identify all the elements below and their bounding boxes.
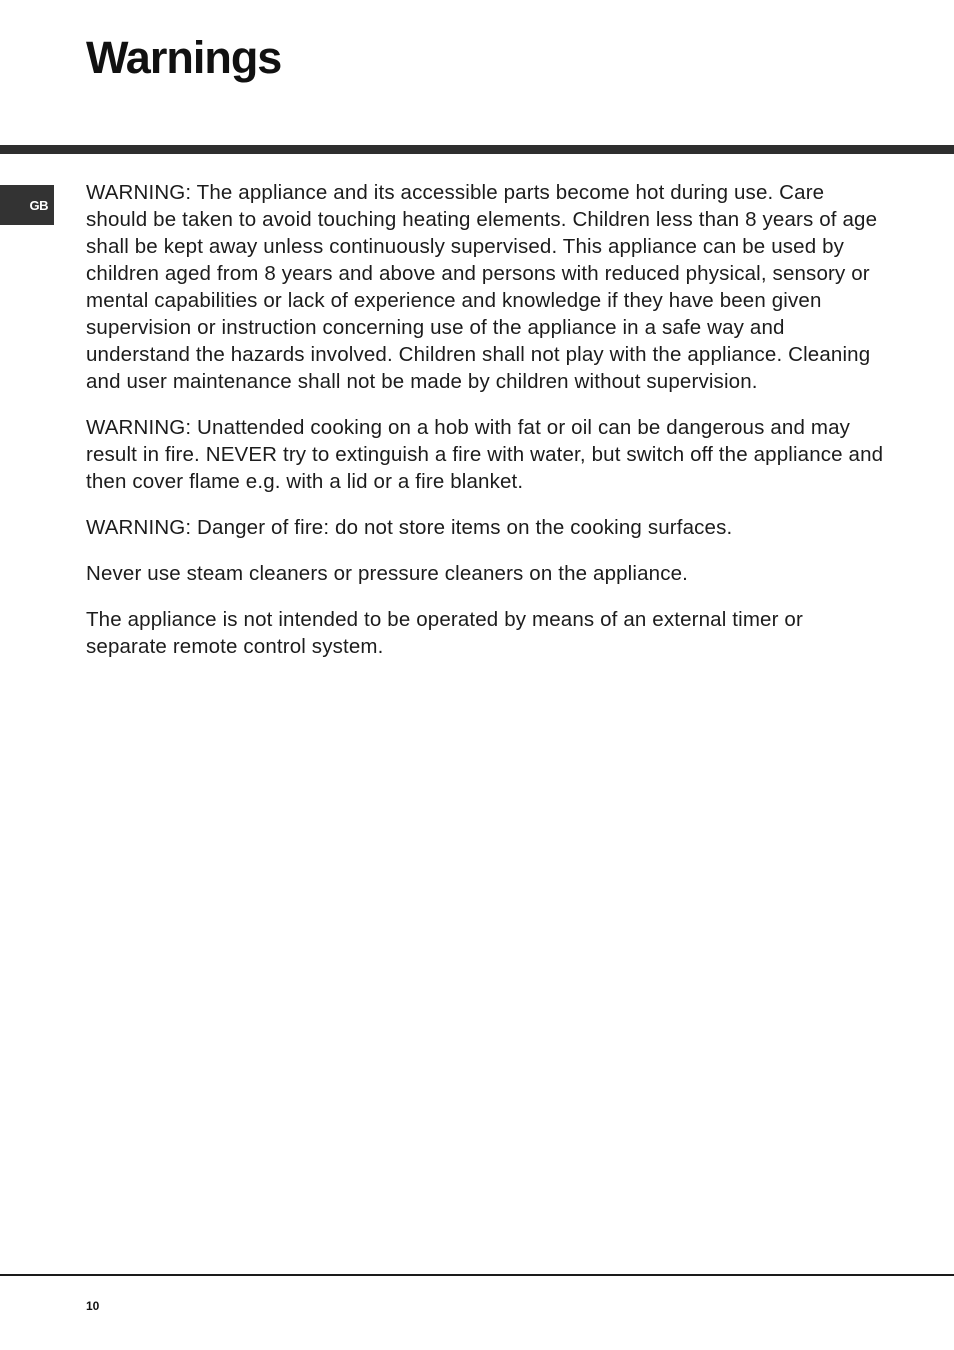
language-tab-label: GB	[29, 197, 48, 213]
footer-divider	[0, 1274, 954, 1276]
warnings-body	[86, 179, 886, 679]
warning-paragraph-hot-parts: WARNING: The appliance and its accessible parts become hot during use. Care should be taken to avoid touching heating elements. Children less than 8 years of age shall be kept away unless continuously supervised. This appliance can be used by children aged from 8 years and above and persons with reduced physical, sensory or mental capabilities or lack of experience and knowledge if they have been given supervision or instruction concerning use of the appliance in a safe way and understand the hazards involved. Children shall not play with the appliance. Cleaning and user maintenance shall not be made by children without supervision.	[86, 181, 878, 393]
warning-paragraph-unattended-cooking: WARNING: Unattended cooking on a hob with fat or oil can be dangerous and may result in fire. NEVER try to extinguish a fire with water, but switch off the appliance and then cover flame e.g. with a lid or a fire blanket.	[86, 416, 884, 493]
page-title: Warnings	[86, 32, 282, 83]
paragraph-external-timer: The appliance is not intended to be operated by means of an external timer or separate remote control system.	[86, 608, 803, 658]
page-number: 10	[86, 1299, 100, 1313]
header-divider	[0, 145, 954, 154]
paragraph-steam-cleaners: Never use steam cleaners or pressure cleaners on the appliance.	[86, 562, 688, 585]
language-tab	[0, 185, 54, 225]
warning-paragraph-fire-danger: WARNING: Danger of fire: do not store items on the cooking surfaces.	[86, 516, 733, 539]
